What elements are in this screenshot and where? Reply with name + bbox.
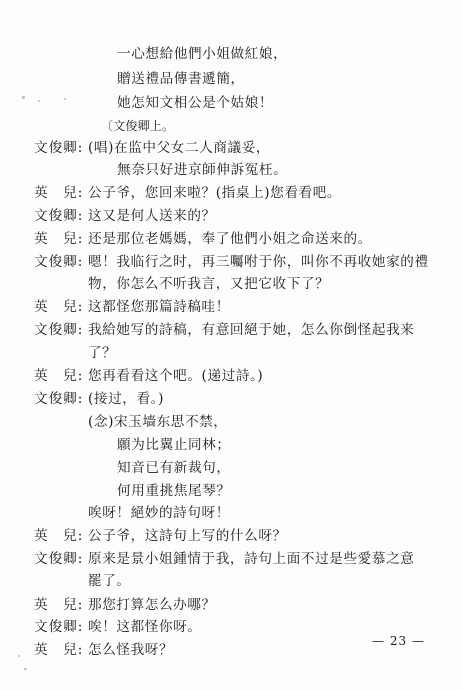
verse-line: 知音已有新裁句， [117, 460, 231, 476]
speaker-label: 文俊卿: [34, 391, 84, 407]
verse-line: 一心想給他們小姐做紅娘， [117, 46, 288, 62]
speaker-label: 英 兒: [34, 231, 84, 247]
verse-line: 贈送禮品傳書遞簡， [117, 71, 245, 87]
speaker-label: 文俊卿: [34, 208, 84, 224]
dialogue-line: 了？ [88, 345, 117, 361]
speaker-label: 英 兒: [34, 642, 84, 658]
dialogue-line: 怎么怪我呀？ [88, 642, 174, 658]
speaker-label: 文俊卿: [34, 254, 84, 270]
scan-speck [64, 98, 66, 100]
stage-direction: 〔文俊卿上。 [101, 119, 175, 133]
scan-speck [22, 96, 25, 99]
scan-speck [18, 655, 20, 657]
speaker-label: 英 兒: [34, 597, 84, 613]
verse-line: 無奈只好进京師伸訴冤枉。 [117, 162, 288, 178]
dialogue-line: 公子爷，这詩句上写的什么呀？ [88, 528, 287, 544]
dialogue-line: (念)宋玉墙东思不禁， [88, 414, 228, 430]
scan-speck [38, 100, 40, 102]
speaker-label: 英 兒: [34, 528, 84, 544]
speaker-label: 文俊卿: [34, 619, 84, 635]
dialogue-line: (唱)在监中父女二人商議妥， [88, 140, 271, 156]
verse-line: 何用重挑焦尾琴？ [117, 483, 231, 499]
dialogue-line: 您再看看这个吧。(递过詩。) [88, 368, 264, 384]
dialogue-line: 物，你怎么不听我言，又把它收下了？ [88, 276, 330, 292]
dialogue-line: (接过，看。) [88, 391, 164, 407]
page-number: — 23 — [372, 634, 425, 648]
dialogue-line: 唉呀！絕妙的詩句呀！ [88, 505, 230, 521]
verse-line: 她怎知文相公是个姑娘！ [117, 95, 274, 111]
dialogue-line: 这又是何人送来的？ [88, 208, 216, 224]
speaker-label: 文俊卿: [34, 140, 84, 156]
speaker-label: 文俊卿: [34, 551, 84, 567]
speaker-label: 文俊卿: [34, 322, 84, 338]
speaker-label: 英 兒: [34, 185, 84, 201]
dialogue-line: 原来是景小姐鍾情于我，詩句上面不过是些愛慕之意 [88, 551, 415, 567]
scan-speck [24, 668, 27, 670]
speaker-label: 英 兒: [34, 299, 84, 315]
verse-line: 願为比翼止同林； [117, 437, 231, 453]
speaker-label: 英 兒: [34, 368, 84, 384]
dialogue-line: 我給她写的詩稿，有意回絕于她，怎么你倒怪起我来 [88, 322, 415, 338]
dialogue-line: 还是那位老媽媽，奉了他們小姐之命送来的。 [88, 231, 372, 247]
dialogue-line: 罷了。 [88, 573, 131, 589]
dialogue-line: 公子爷，您回来啦？(指桌上)您看看吧。 [88, 185, 342, 201]
dialogue-line: 唉！这都怪你呀。 [88, 619, 202, 635]
dialogue-line: 那您打算怎么办哪？ [88, 597, 216, 613]
dialogue-line: 嗯！我临行之时，再三囑咐于你，叫你不再收她家的禮 [88, 254, 429, 270]
dialogue-line: 这都怪您那篇詩稿哇！ [88, 299, 230, 315]
